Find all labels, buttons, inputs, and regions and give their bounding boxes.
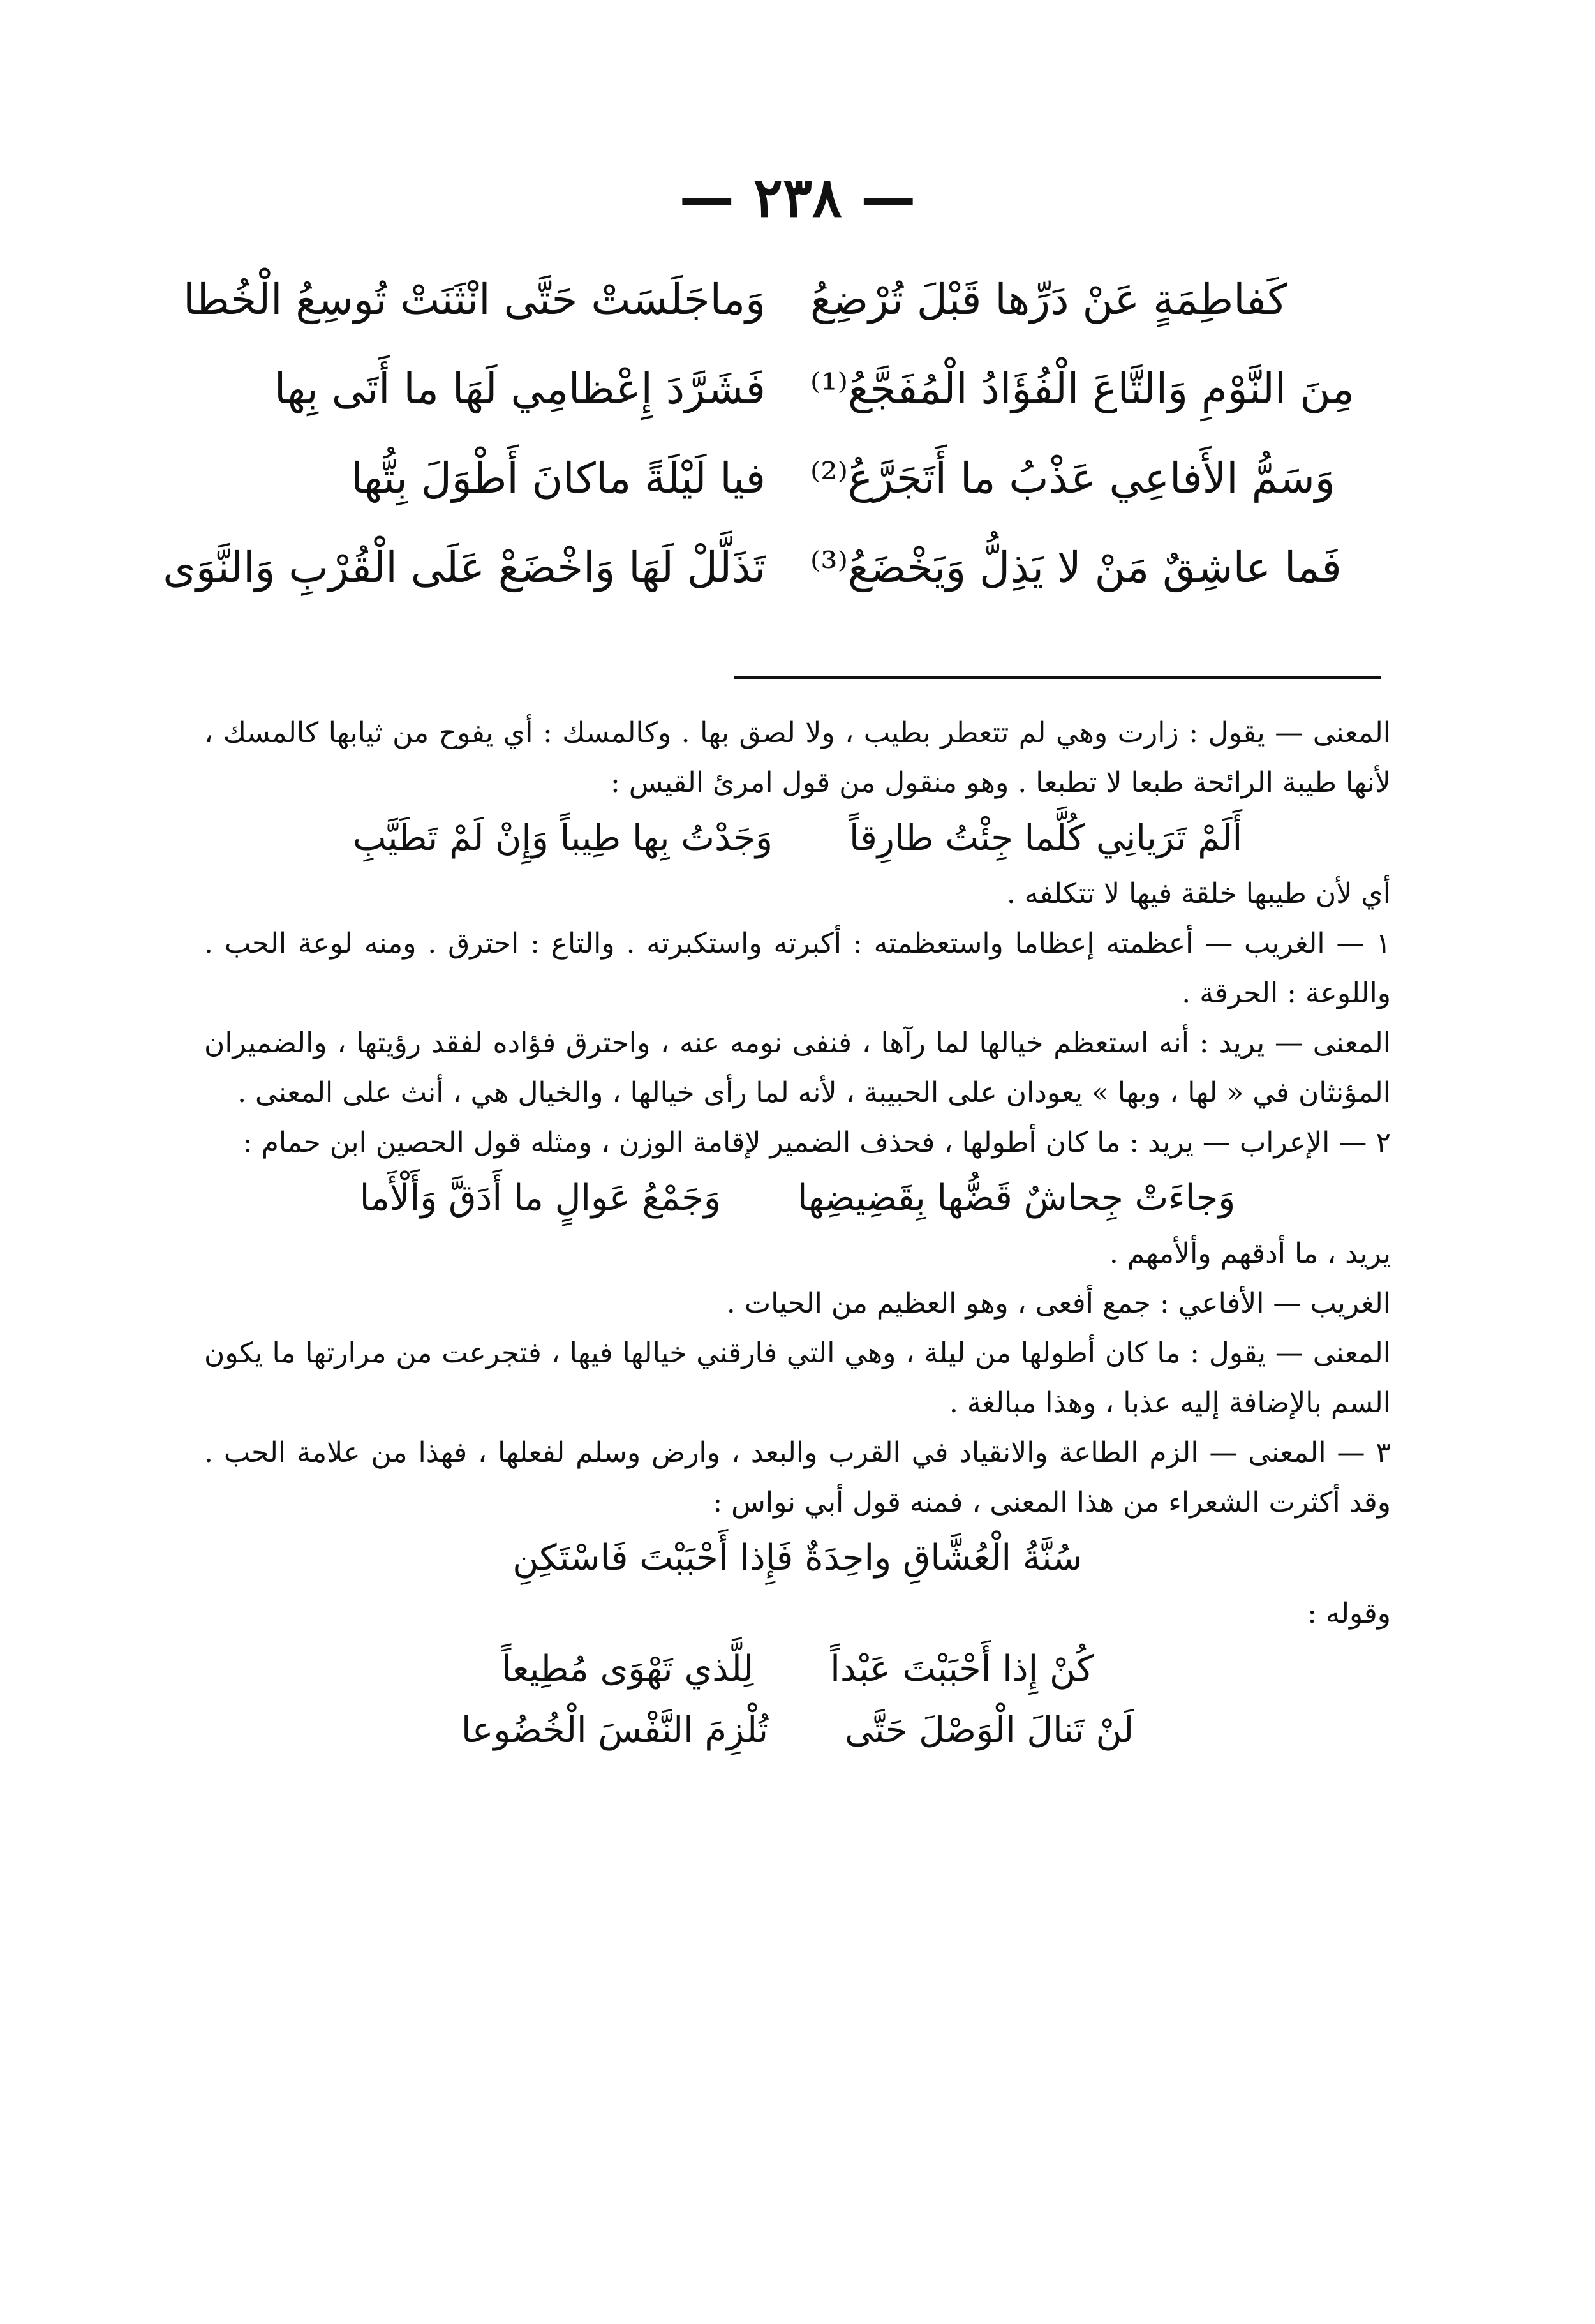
quoted-verse-second: وَجَدْتُ بِها طِيباً وَإِنْ لَمْ تَطَيَّبِ [352, 817, 773, 859]
note-text: يريد ، ما أدقهم وألأمهم . [1109, 1237, 1391, 1270]
poem-verse [204, 345, 1372, 434]
verse-first-hemistich: فيا لَيْلَةً ماكانَ أَطْوَلَ بِتُّها [351, 454, 766, 503]
quoted-verse-first: أَلَمْ تَرَيانِي كُلَّما جِئْتُ طارِقاً [849, 817, 1243, 859]
quoted-verse [204, 1639, 1391, 1700]
note-3-meaning: ٣ — المعنى — الزم الطاعة والانقياد في القرب والبعد ، وارض وسلم لفعلها ، فهذا من علامة الحب . وقد أكثرت الشعراء من هذا المعنى ، فمنه قول أبي نواس : [204, 1436, 1391, 1519]
quoted-verse [204, 808, 1391, 869]
verse-second-hemistich: وَسَمُّ الأَفاعِي عَذْبُ ما أَتَجَرَّعُ⁽²⁾ [810, 454, 1335, 503]
verse-first-hemistich: وَماجَلَسَتْ حَتَّى انْثَنَتْ تُوسِعُ الْخُطا [183, 275, 766, 324]
verse-first-hemistich: تَذَلَّلْ لَهَا وَاخْضَعْ عَلَى الْقُرْبِ وَالنَّوَى [163, 543, 766, 592]
verse-first-hemistich: فَشَرَّدَ إِعْظامِي لَهَا ما أَتَى بِها [274, 364, 766, 413]
note-1-vocabulary: ١ — الغريب — أعظمته إعظاما واستعظمته : أكبرته واستكبرته . والتاع : احترق . ومنه لوعة الحب . واللوعة : الحرقة . [204, 927, 1391, 1009]
note-1-meaning: المعنى — يريد : أنه استعظم خيالها لما رآها ، فنفى نومه عنه ، واحترق فؤاده لفقد رؤيتها ، والضميران المؤنثان في « لها ، وبها » يعودان على الحبيبة ، لأنه لما رأى خيالها ، والخيال هي ، أنث على المعنى . [204, 1027, 1391, 1109]
quoted-verse-second: وَجَمْعُ عَوالٍ ما أَدَقَّ وَأَلْأَما [359, 1177, 721, 1219]
quoted-verse-second: تُلْزِمَ النَّفْسَ الْخُضُوعا [461, 1709, 769, 1751]
poem-verse [163, 523, 1372, 613]
note-2-grammar: ٢ — الإعراب — يريد : ما كان أطولها ، فحذف الضمير لإقامة الوزن ، ومثله قول الحصين ابن حمام : [242, 1126, 1391, 1159]
quoted-verse [204, 1700, 1391, 1761]
poem-verse [183, 255, 1372, 345]
quoted-verse-first: وَجاءَتْ جِحاشٌ قَضُّها بِقَضِيضِها [797, 1177, 1236, 1219]
quoted-verse-first: لَنْ تَنالَ الْوَصْلَ حَتَّى [845, 1709, 1134, 1751]
quoted-verse-second: لِلَّذي تَهْوَى مُطِيعاً [501, 1648, 754, 1690]
footnote-divider [734, 676, 1381, 679]
note-meaning: المعنى — يقول : زارت وهي لم تتعطر بطيب ، ولا لصق بها . وكالمسك : أي يفوح من ثيابها كالمسك ، لأنها طيبة الرائحة طبعا لا تطبعا . وهو منقول من قول امرئ القيس : [204, 717, 1391, 799]
verse-second-hemistich: مِنَ النَّوْمِ وَالتَّاعَ الْفُؤَادُ الْمُفَجَّعُ⁽¹⁾ [810, 364, 1354, 413]
quoted-verse-single: سُنَّةُ الْعُشَّاقِ واحِدَةٌ فَإِذا أَحْبَبْتَ فَاسْتَكِنِ [512, 1537, 1083, 1579]
commentary-notes [204, 708, 1391, 1761]
note-2-vocabulary: الغريب — الأفاعي : جمع أفعى ، وهو العظيم من الحيات . [726, 1287, 1391, 1320]
note-text: أي لأن طيبها خلقة فيها لا تتكلفه . [1006, 877, 1391, 910]
poem-verse [204, 434, 1372, 523]
note-text: وقوله : [1307, 1597, 1391, 1630]
quoted-verse-first: كُنْ إِذا أَحْبَبْتَ عَبْداً [830, 1648, 1094, 1690]
page-number: — ٢٣٨ — [679, 165, 916, 230]
note-2-meaning: المعنى — يقول : ما كان أطولها من ليلة ، وهي التي فارقني خيالها فيها ، فتجرعت من مرارتها ما يكون السم بالإضافة إليه عذبا ، وهذا مبالغة . [204, 1337, 1391, 1419]
verse-second-hemistich: كَفاطِمَةٍ عَنْ دَرِّها قَبْلَ تُرْضِعُ [810, 275, 1288, 324]
quoted-verse [204, 1168, 1391, 1229]
poem-block [163, 255, 1372, 613]
verse-second-hemistich: فَما عاشِقٌ مَنْ لا يَذِلُّ وَيَخْضَعُ⁽³⁾ [810, 543, 1342, 592]
